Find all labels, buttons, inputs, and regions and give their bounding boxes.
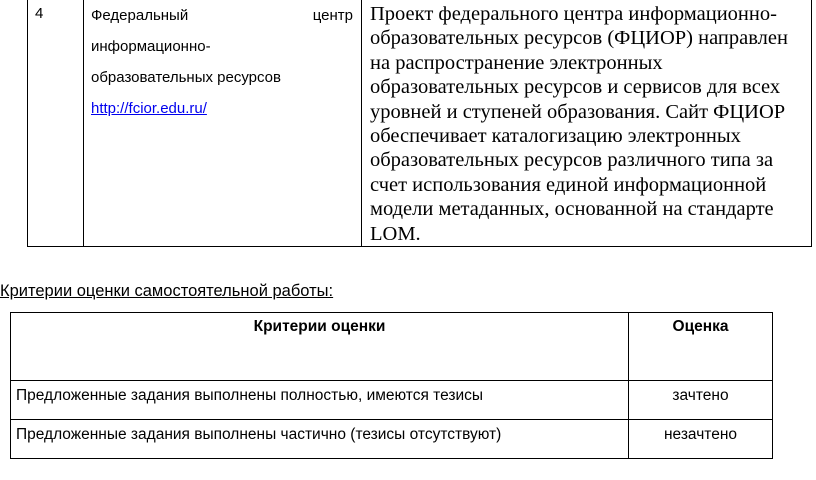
resource-name-word-1: Федеральный: [91, 7, 189, 24]
resource-link[interactable]: http://fcior.edu.ru/: [91, 100, 207, 117]
resource-description: Проект федерального центра информационно-образовательных ресурсов (ФЦИОР) направлен на распространение электронных образовательных ресурсов и сервисов для всех уровней и ступеней образования. Сайт ФЦИОР обеспечивает каталогизацию электронных образовательных ресурсов различного типа за счет использования единой информационной модели метаданных, основанной на стандарте LOM.: [362, 0, 812, 247]
resource-name-word-2: центр: [312, 7, 353, 24]
resource-name-line-3: образовательных ресурсов: [91, 69, 281, 86]
grade-cell: незачтено: [629, 420, 773, 459]
criteria-heading: Критерии оценки самостоятельной работы:: [0, 282, 334, 300]
resource-number: 4: [28, 0, 84, 247]
resource-name-line-2: информационно-: [91, 38, 211, 55]
table-row: [11, 420, 773, 459]
grade-column-header: Оценка: [629, 313, 773, 381]
criteria-cell: Предложенные задания выполнены частично (тезисы отсутствуют): [11, 420, 629, 459]
criteria-cell: Предложенные задания выполнены полностью, имеются тезисы: [11, 381, 629, 420]
resource-name-cell: [84, 0, 362, 247]
resource-table: [27, 0, 812, 247]
criteria-header-row: [11, 313, 773, 381]
criteria-column-header: Критерии оценки: [11, 313, 629, 381]
resource-row: [28, 0, 812, 247]
criteria-table: [10, 312, 773, 459]
resource-name-line-1: [91, 0, 353, 31]
grade-cell: зачтено: [629, 381, 773, 420]
table-row: [11, 381, 773, 420]
